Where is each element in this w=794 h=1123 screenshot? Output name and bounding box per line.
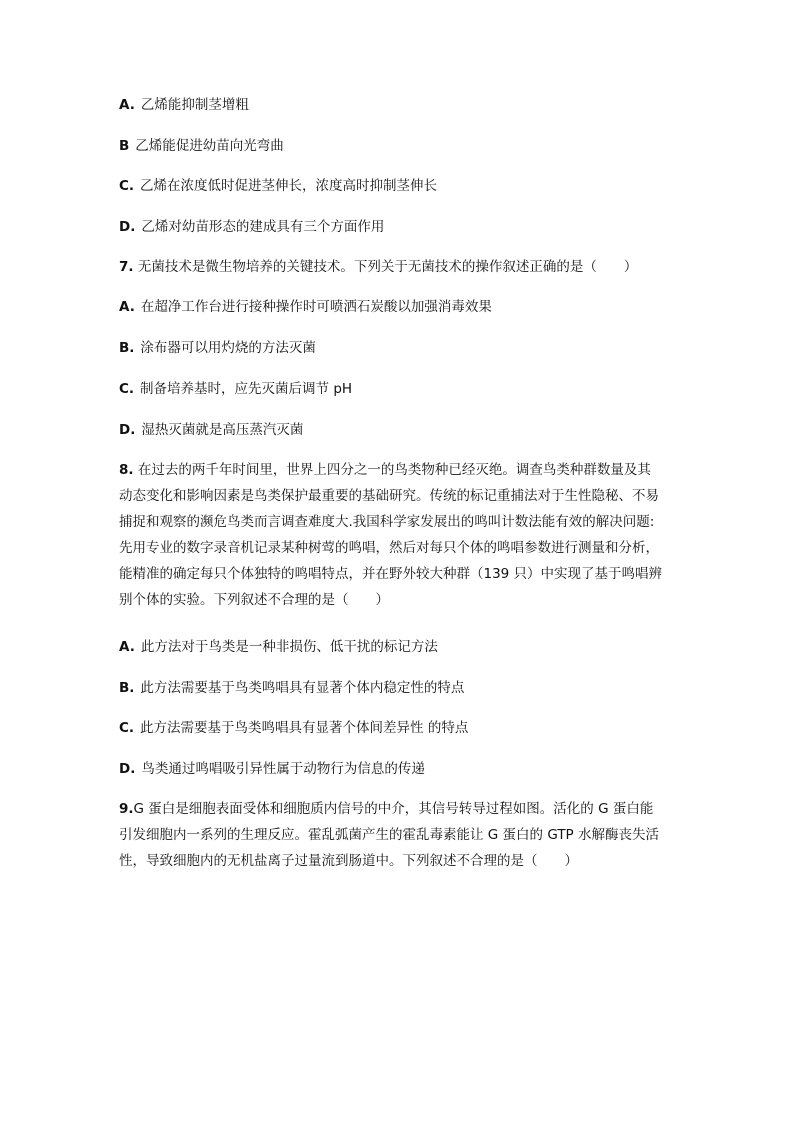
- option-text: 制备培养基时，应先灭菌后调节 pH: [140, 381, 353, 397]
- question-number: 9.: [119, 801, 134, 817]
- option-text: 此方法需要基于鸟类鸣唱具有显著个体内稳定性的特点: [140, 680, 465, 696]
- option-text: 乙烯对幼苗形态的建成具有三个方面作用: [141, 219, 385, 235]
- q7-option-d: [119, 421, 303, 440]
- q7-option-a: [119, 298, 492, 317]
- option-text: 乙烯在浓度低时促进茎伸长，浓度高时抑制茎伸长: [140, 178, 438, 194]
- q6-option-c: [119, 177, 437, 196]
- question-number: 7.: [119, 259, 134, 275]
- option-text: 乙烯能抑制茎增粗: [140, 97, 249, 113]
- q9-stem: [119, 796, 679, 874]
- option-label: C.: [119, 178, 135, 194]
- question-text: G 蛋白是细胞表面受体和细胞质内信号的中介，其信号转导过程如图。活化的 G 蛋白能: [133, 801, 654, 817]
- option-label: C.: [119, 720, 135, 736]
- option-text: 此方法对于鸟类是一种非损伤、低干扰的标记方法: [140, 639, 438, 655]
- q9-stem-line: [119, 796, 679, 822]
- option-text: 鸟类通过鸣唱吸引异性属于动物行为信息的传递: [141, 761, 425, 777]
- question-text: 在过去的两千年时间里，世界上四分之一的鸟类物种已经灭绝。调查鸟类种群数量及其: [137, 462, 651, 478]
- q8-option-b: [119, 679, 464, 698]
- q8-stem-line: 别个体的实验。下列叙述不合理的是（ ）: [119, 592, 389, 608]
- q8-option-d: [119, 760, 425, 779]
- q8-stem-line: 先用专业的数字录音机记录某种树莺的鸣唱，然后对每只个体的鸣唱参数进行测量和分析，: [119, 540, 659, 556]
- q9-stem-line: 引发细胞内一系列的生理反应。霍乱弧菌产生的霍乱毒素能让 G 蛋白的 GTP 水解酶丧失活: [119, 827, 659, 843]
- q9-stem-line: 性，导致细胞内的无机盐离子过量流到肠道中。下列叙述不合理的是（ ）: [119, 853, 578, 869]
- q8-option-c: [119, 719, 468, 738]
- q7-option-b: [119, 339, 316, 358]
- q8-stem: [119, 457, 679, 613]
- option-label: D.: [119, 761, 136, 777]
- option-label: B: [119, 138, 130, 154]
- option-text: 湿热灭菌就是高压蒸汽灭菌: [141, 422, 304, 438]
- option-label: B.: [119, 340, 135, 356]
- option-text: 此方法需要基于鸟类鸣唱具有显著个体间差异性 的特点: [140, 720, 469, 736]
- option-label: A.: [119, 299, 135, 315]
- q8-stem-line: 能精准的确定每只个体独特的鸣唱特点，并在野外较大种群（139 只）中实现了基于鸣唱辨: [119, 566, 663, 582]
- q7-option-c: [119, 380, 352, 399]
- q6-option-d: [119, 218, 384, 237]
- option-text: 涂布器可以用灼烧的方法灭菌: [140, 340, 316, 356]
- q7-stem: [119, 258, 637, 277]
- question-number: 8.: [119, 462, 134, 478]
- option-text: 乙烯能促进幼苗向光弯曲: [135, 138, 284, 154]
- option-text: 在超净工作台进行接种操作时可喷洒石炭酸以加强消毒效果: [140, 299, 492, 315]
- q6-option-a: [119, 96, 249, 115]
- q6-option-b: [119, 137, 284, 156]
- option-label: A.: [119, 97, 135, 113]
- option-label: B.: [119, 680, 135, 696]
- option-label: D.: [119, 219, 136, 235]
- q8-stem-line: [119, 457, 679, 483]
- option-label: C.: [119, 381, 135, 397]
- question-text: 无菌技术是微生物培养的关键技术。下列关于无菌技术的操作叙述正确的是（ ）: [137, 259, 638, 275]
- q8-stem-line: 动态变化和影响因素是鸟类保护最重要的基础研究。传统的标记重捕法对于生性隐秘、不易: [119, 488, 659, 504]
- q8-stem-line: 捕捉和观察的濒危鸟类而言调查难度大.我国科学家发展出的鸣叫计数法能有效的解决问题:: [119, 514, 655, 530]
- q8-option-a: [119, 638, 438, 657]
- option-label: A.: [119, 639, 135, 655]
- option-label: D.: [119, 422, 136, 438]
